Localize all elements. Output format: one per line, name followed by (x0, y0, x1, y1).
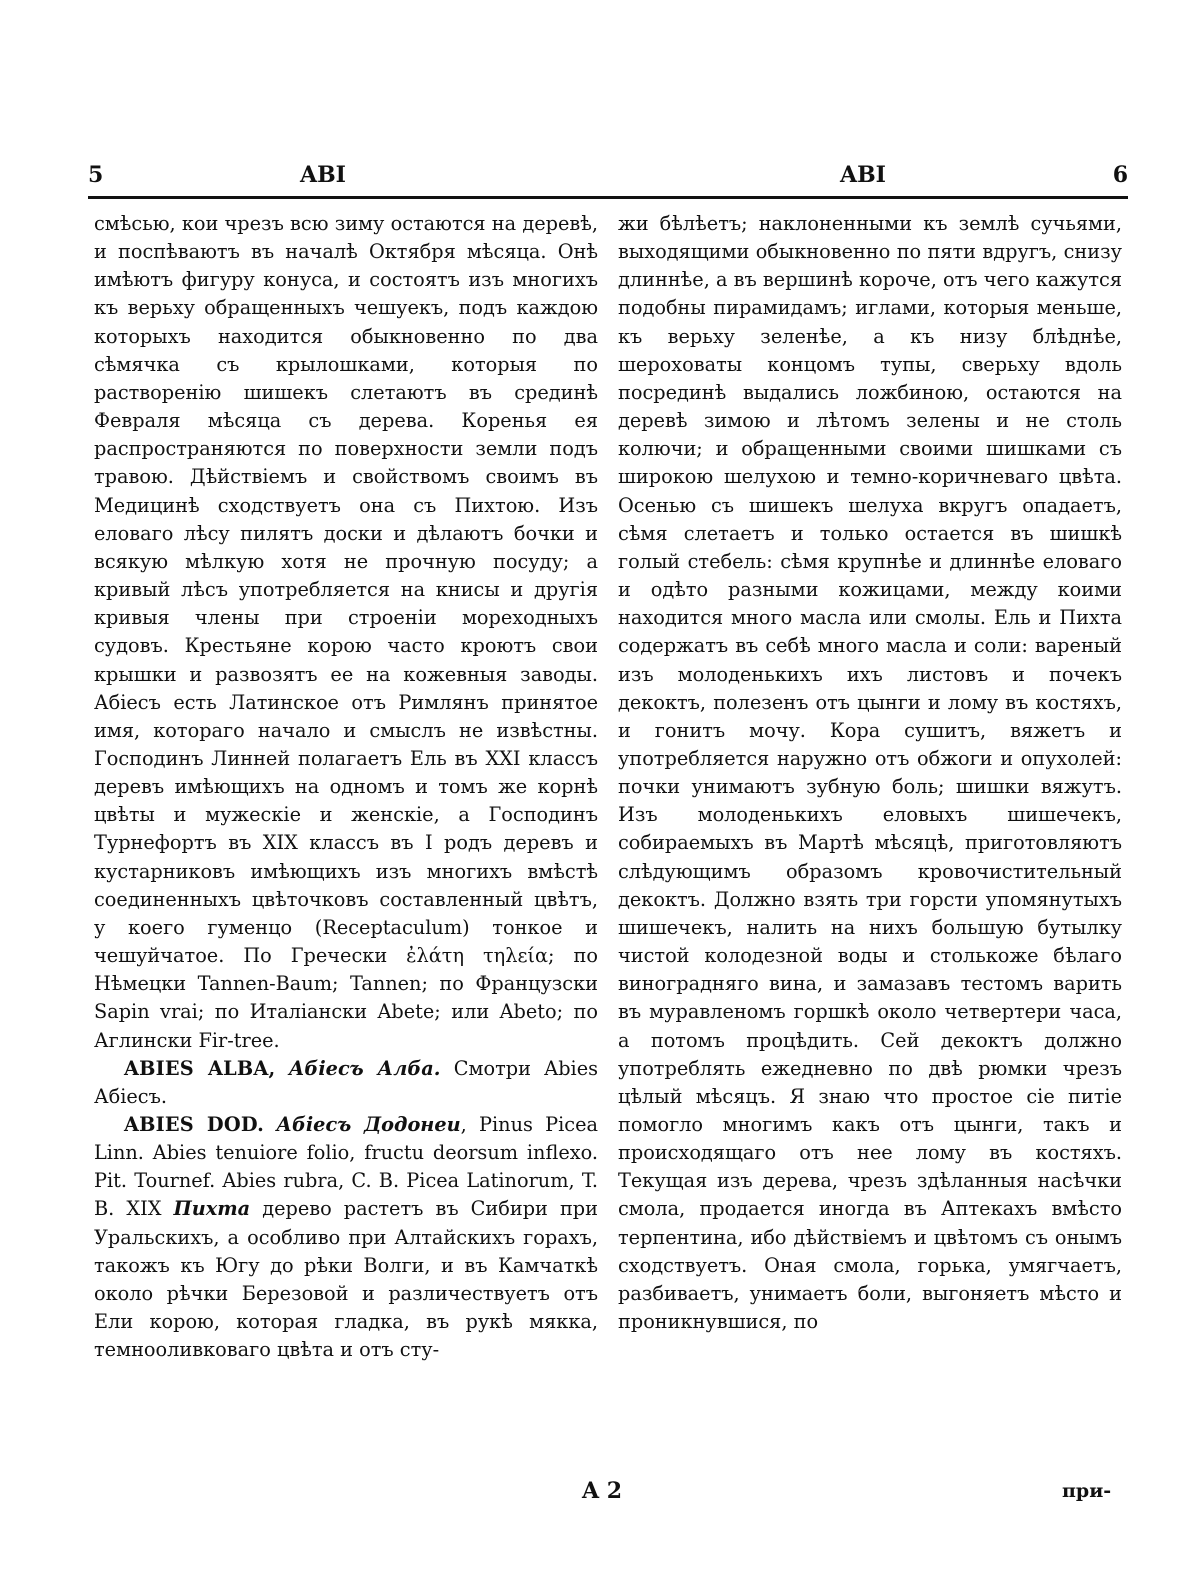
right-running-title: ABI (840, 162, 886, 188)
entry-headword: ABIES DOD. (124, 1113, 264, 1136)
header-rule (88, 196, 1128, 199)
entry-text: Смотри Abies Абіесъ. (94, 1056, 598, 1108)
right-page-number: 6 (1112, 162, 1128, 188)
entry-russian-name: Абіесъ Додонеи (276, 1113, 461, 1136)
entry-abies-dod (94, 1111, 598, 1364)
entry-text: дерево растетъ въ Сибири при Уральскихъ, а особливо при Алтайскихъ горахъ, такожъ къ Югу до рѣки Волги, и въ Камчаткѣ около рѣчки Березовой и различествуетъ отъ Ели корою, которая гладка, въ рукѣ мякка, темнооливковаго цвѣта и отъ сту- (94, 1197, 598, 1362)
entry-abies-alba (94, 1055, 598, 1111)
entry-common-name: Пихта (173, 1197, 251, 1221)
paragraph-abies-continued: смѣсью, кои чрезъ всю зиму остаются на деревѣ, и поспѣваютъ въ началѣ Октября мѣсяца. Онѣ имѣютъ фигуру конуса, и состоятъ изъ многихъ къ верьху обращенныхъ чешуекъ, подъ каждою которыхъ находится обыкновенно по два сѣмячка съ крылошками, которыя по растворенію шишекъ слетаютъ въ срединѣ Февраля мѣсяца съ дерева. Коренья ея распространяются по поверхности земли подъ травою. Дѣйствіемъ и свойствомъ своимъ въ Медицинѣ сходствуетъ она съ Пихтою. Изъ еловаго лѣсу пилятъ доски и дѣлаютъ бочки и всякую мѣлкую хотя не прочную посуду; а кривый лѣсъ употребляется на книсы и другія кривыя члены при строеніи мореходныхъ судовъ. Крестьяне корою часто кроютъ свои крышки и развозятъ ее на кожевныя заводы. Абіесъ есть Латинское отъ Римлянъ принятое имя, котораго начало и смыслъ не извѣстны. Господинъ Линней полагаетъ Ель въ XXI классъ деревъ имѣющихъ на одномъ и томъ же корнѣ цвѣты и мужескіе и женскіе, а Господинъ Турнефортъ въ XIX классъ въ I родъ деревъ и кустарниковъ имѣющихъ изъ многихъ вмѣстѣ соединенныхъ цвѣточковъ составленный цвѣтъ, у коего гуменцо (Receptaculum) тонкое и чешуйчатое. По Гречески ἐλάτη τηλεία; по Нѣмецки Tannen-Baum; Tannen; по Французски Sapin vrai; по Италіански Abete; или Abeto; по Аглински Fir-tree. (94, 212, 598, 1052)
left-column (94, 210, 598, 1450)
signature-mark: A 2 (582, 1478, 623, 1504)
entry-russian-name: Абіесъ Алба. (288, 1056, 441, 1080)
entry-headword: ABIES ALBA, (124, 1056, 276, 1080)
left-page-number: 5 (88, 162, 104, 188)
entry-synonyms: , Pinus Picea Linn. Abies tenuiore folio, fructu deorsum inflexo. Pit. Tournef. Abies rubra, C. B. Picea Latinorum, T. B. XIX (94, 1113, 598, 1221)
right-column (618, 210, 1122, 1450)
paragraph-pikhta-continued: жи бѣлѣетъ; наклоненными къ землѣ сучьями, выходящими обыкновенно по пяти вдругъ, снизу длиннѣе, а въ вершинѣ короче, отъ чего кажутся подобны пирамидамъ; иглами, которыя меньше, къ верьху зеленѣе, а къ низу блѣднѣе, шероховаты концомъ тупы, сверьху вдоль посрединѣ выдались ложбиною, остаются на деревѣ зимою и лѣтомъ зелены и не столь колючи; и обращенными своими шишками съ широкою шелухою и темно-коричневаго цвѣта. Осенью съ шишекъ шелуха вкругъ опадаетъ, сѣмя слетаетъ и только остается въ шишкѣ голый стебель: сѣмя крупнѣе и длиннѣе еловаго и одѣто разными кожицами, между коими находится много масла или смолы. Ель и Пихта содержатъ въ себѣ много масла и соли: вареный изъ молоденькихъ ихъ листовъ и почекъ декоктъ, полезенъ отъ цынги и лому въ костяхъ, и гонитъ мочу. Кора сушитъ, вяжетъ и употребляется наружно отъ обжоги и опухолей: почки унимаютъ зубную боль; шишки вяжутъ. Изъ молоденькихъ еловыхъ шишечекъ, собираемыхъ въ Мартѣ мѣсяцѣ, приготовляютъ слѣдующимъ образомъ кровочистительный декоктъ. Должно взять три горсти упомянутыхъ шишечекъ, налить на нихъ большую бутылку чистой колодезной воды и столькоже бѣлаго виноградняго вина, и замазавъ тестомъ варить въ муравленомъ горшкѣ около четвертери часа, а потомъ процѣдить. Сей декоктъ должно употреблять ежедневно по двѣ рюмки чрезъ цѣлый мѣсяцъ. Я знаю что простое сіе питіе помогло многимъ какъ отъ цынги, такъ и происходящаго отъ нее лому въ костяхъ. Текущая изъ дерева, чрезъ здѣланныя насѣчки смола, продается иногда въ Аптекахъ вмѣсто терпентина, ибо дѣйствіемъ и цвѣтомъ съ онымъ сходствуетъ. Оная смола, горька, умягчаетъ, разбиваетъ, унимаетъ боли, выгоняетъ мѣсто и проникнувшися, по (618, 212, 1122, 1334)
left-running-title: ABI (300, 162, 346, 188)
catchword: при- (1062, 1480, 1112, 1502)
